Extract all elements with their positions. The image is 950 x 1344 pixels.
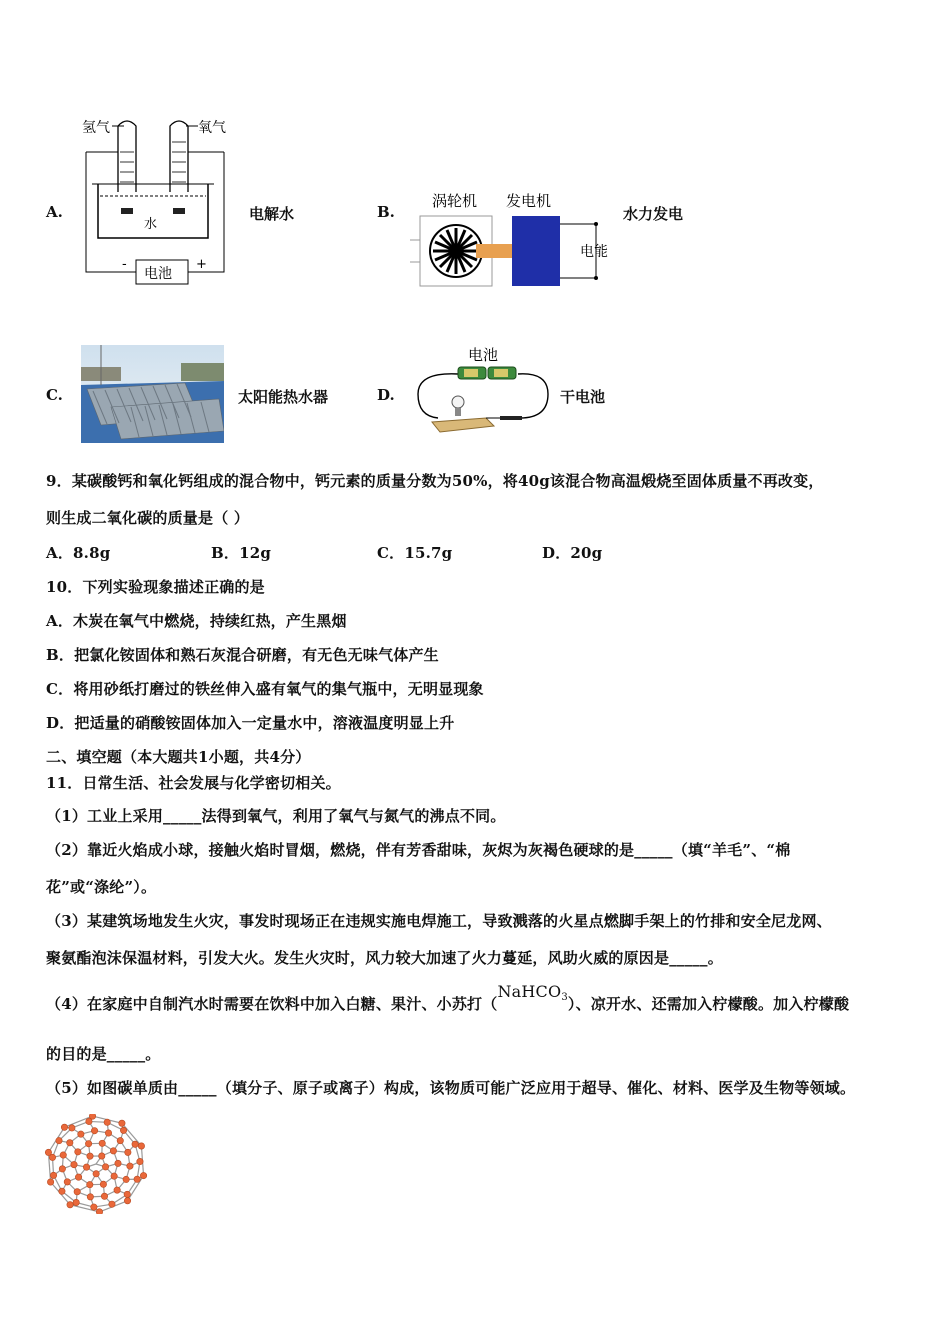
formula-main: NaHCO <box>497 982 562 1001</box>
q10-choice-a: A．木炭在氧气中燃烧，持续红热，产生黑烟 <box>46 612 347 630</box>
option-d-letter: D. <box>377 386 395 404</box>
c60-atom <box>99 1140 105 1146</box>
c60-atom <box>78 1131 84 1137</box>
battery-label: 电池 <box>468 346 499 364</box>
c60-atom <box>67 1202 73 1208</box>
c60-atom <box>71 1161 77 1167</box>
q11-part4-line2: 的目的是_____。 <box>46 1045 161 1063</box>
c60-atom <box>111 1173 117 1179</box>
plus-sign: + <box>196 257 207 272</box>
c60-atom <box>91 1204 97 1210</box>
q11-part5: （5）如图碳单质由_____（填分子、原子或离子）构成，该物质可能广泛应用于超导、催化、材料、医学及生物等领域。 <box>46 1079 856 1097</box>
q10-choice-b: B．把氯化铵固体和熟石灰混合研磨，有无色无味气体产生 <box>46 646 439 664</box>
c60-atom <box>114 1187 120 1193</box>
c60-atom <box>134 1176 140 1182</box>
hydrogen-label: 氢气 <box>82 120 110 136</box>
q9-stem-line1: 9．某碳酸钙和氧化钙组成的混合物中，钙元素的质量分数为50%，将40g该混合物高温煅烧至固体质量不再改变， <box>46 472 824 490</box>
option-b-caption: 水力发电 <box>623 205 684 223</box>
c60-atom <box>138 1143 144 1149</box>
c60-atom <box>101 1193 107 1199</box>
option-a-caption: 电解水 <box>249 205 295 223</box>
q11-part4-pre: （4）在家庭中自制汽水时需要在饮料中加入白糖、果汁、小苏打（ <box>46 995 498 1013</box>
c60-atom <box>87 1181 93 1187</box>
dry-battery-circuit <box>408 342 553 437</box>
c60-atom <box>99 1153 105 1159</box>
c60-atom <box>60 1152 66 1158</box>
electrolysis-diagram <box>78 112 238 292</box>
c60-atom <box>75 1149 81 1155</box>
c60-atom <box>93 1171 99 1177</box>
c60-atom <box>87 1153 93 1159</box>
c60-atom <box>47 1179 53 1185</box>
q11-stem: 11．日常生活、社会发展与化学密切相关。 <box>46 774 341 792</box>
c60-atom <box>115 1160 121 1166</box>
c60-atom <box>110 1148 116 1154</box>
c60-atom <box>89 1114 95 1119</box>
battery-label: 电池 <box>144 266 172 282</box>
c60-atom <box>119 1120 125 1126</box>
c60-atom <box>100 1181 106 1187</box>
c60-atom <box>74 1189 80 1195</box>
c60-atom <box>120 1127 126 1133</box>
q9-choice-c: C．15.7g <box>377 544 453 562</box>
q11-part3-line2: 聚氨酯泡沫保温材料，引发大火。发生火灾时，风力较大加速了火力蔓延，风助火威的原因是_____。 <box>46 949 723 967</box>
option-a-letter: A. <box>46 203 63 221</box>
q9-choice-d: D．20g <box>542 544 603 562</box>
q11-part4-post: ）、凉开水、还需加入柠檬酸。加入柠檬酸 <box>567 995 850 1013</box>
turbine-label: 涡轮机 <box>432 192 478 210</box>
q11-part2-line2: 花”或“涤纶”）。 <box>46 878 157 896</box>
c60-atom <box>105 1130 111 1136</box>
c60-atom <box>69 1125 75 1131</box>
section-2-title: 二、填空题（本大题共1小题，共4分） <box>46 748 311 766</box>
option-d-caption: 干电池 <box>560 388 606 406</box>
option-b-letter: B. <box>377 203 395 221</box>
c60-atom <box>104 1119 110 1125</box>
c60-atom <box>85 1140 91 1146</box>
c60-atom <box>56 1137 62 1143</box>
c60-atom <box>123 1176 129 1182</box>
formula-subscript: 3 <box>561 992 568 1003</box>
q11-part3-line1: （3）某建筑场地发生火灾，事发时现场正在违规实施电焊施工，导致溅落的火星点燃脚手架上的竹排和安全尼龙网、 <box>46 912 832 930</box>
c60-atom <box>50 1172 56 1178</box>
generator-label: 发电机 <box>506 192 552 210</box>
c60-atom <box>59 1166 65 1172</box>
c60-atom <box>102 1164 108 1170</box>
q11-part1: （1）工业上采用_____法得到氧气，利用了氧气与氮气的沸点不同。 <box>46 807 506 825</box>
c60-atom <box>127 1163 133 1169</box>
q11-part4-line1 <box>46 982 850 1015</box>
c60-atom <box>61 1124 67 1130</box>
c60-atom <box>117 1137 123 1143</box>
c60-atom <box>124 1198 130 1204</box>
formula-nahco3 <box>497 982 567 1001</box>
hydropower-diagram <box>410 190 620 290</box>
c60-atom <box>83 1164 89 1170</box>
c60-atom <box>109 1201 115 1207</box>
solar-heater-photo <box>81 345 224 443</box>
c60-atom <box>64 1179 70 1185</box>
q10-choice-d: D．把适量的硝酸铵固体加入一定量水中，溶液温度明显上升 <box>46 714 455 732</box>
q11-part2-line1: （2）靠近火焰成小球，接触火焰时冒烟，燃烧，伴有芳香甜味，灰烬为灰褐色硬球的是_____（填“羊毛”、“棉 <box>46 841 791 859</box>
q9-choice-a: A．8.8g <box>46 544 111 562</box>
c60-fullerene-image <box>44 1114 148 1214</box>
water-label: 水 <box>144 217 158 232</box>
option-c-caption: 太阳能热水器 <box>238 388 329 406</box>
c60-atom <box>67 1140 73 1146</box>
q10-choice-c: C．将用砂纸打磨过的铁丝伸入盛有氧气的集气瓶中，无明显现象 <box>46 680 484 698</box>
c60-atom <box>73 1199 79 1205</box>
c60-atom <box>59 1188 65 1194</box>
c60-atom <box>91 1128 97 1134</box>
c60-atom <box>140 1172 146 1178</box>
energy-label: 电能 <box>580 244 608 260</box>
q9-stem-line2: 则生成二氧化碳的质量是（ ） <box>46 509 250 527</box>
c60-bond <box>122 1123 141 1146</box>
q9-choice-b: B．12g <box>211 544 272 562</box>
c60-atom <box>87 1194 93 1200</box>
c60-atom <box>125 1149 131 1155</box>
c60-atom <box>132 1141 138 1147</box>
c60-atom <box>124 1191 130 1197</box>
c60-atom <box>45 1149 51 1155</box>
q10-stem: 10．下列实验现象描述正确的是 <box>46 578 265 596</box>
oxygen-label: 氧气 <box>198 120 226 136</box>
minus-sign: - <box>122 257 127 272</box>
c60-atom <box>137 1158 143 1164</box>
c60-atom <box>96 1209 102 1214</box>
option-c-letter: C. <box>46 386 63 404</box>
c60-atom <box>75 1174 81 1180</box>
